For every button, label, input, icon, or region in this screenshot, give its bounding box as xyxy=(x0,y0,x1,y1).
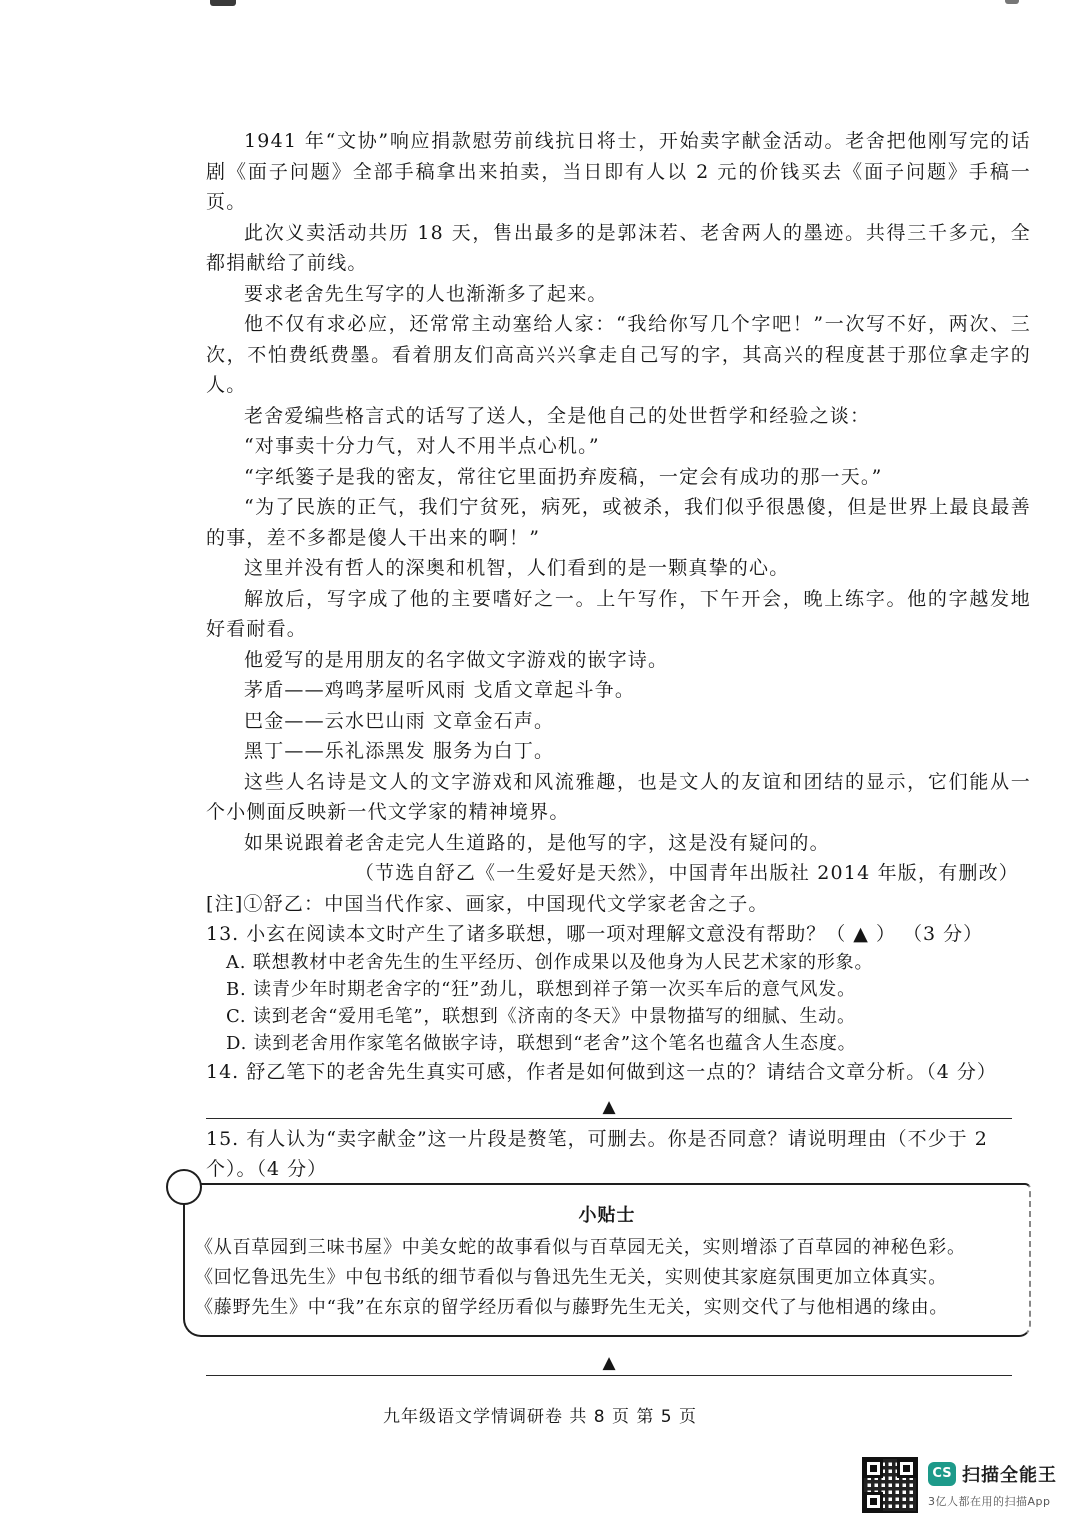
question-13: 13. 小玄在阅读本文时产生了诸多联想，哪一项对理解文意没有帮助？（ ▲ ） （3 分） xyxy=(206,923,984,945)
questions-block xyxy=(206,919,1031,1087)
watermark-app-name: 扫描全能王 xyxy=(962,1465,1057,1486)
scan-edge-mark xyxy=(210,0,236,6)
tip-item: 《藤野先生》中“我”在东京的留学经历看似与藤野先生无关，实则交代了与他相遇的缘由。 xyxy=(195,1297,949,1318)
passage-paragraph: 解放后，写字成了他的主要嗜好之一。上午写作，下午开会，晚上练字。他的字越发地好看耐看。 xyxy=(206,587,1031,640)
tips-title: 小贴士 xyxy=(578,1205,636,1226)
tip-item: 《回忆鲁迅先生》中包书纸的细节看似与鲁迅先生无关，实则使其家庭氛围更加立体真实。 xyxy=(195,1267,947,1288)
tip-item: 《从百草园到三味书屋》中美女蛇的故事看似与百草园无关，实则增添了百草园的神秘色彩。 xyxy=(195,1237,966,1258)
question-14: 14. 舒乙笔下的老舍先生真实可感，作者是如何做到这一点的？请结合文章分析。（4 分） xyxy=(206,1061,997,1083)
question-13-options xyxy=(206,949,1031,1057)
passage-paragraph: 如果说跟着老舍走完人生道路的，是他写的字，这是没有疑问的。 xyxy=(244,831,830,854)
annotation-note: [注]①舒乙：中国当代作家、画家，中国现代文学家老舍之子。 xyxy=(206,892,769,915)
option-a: A. 联想教材中老舍先生的生平经历、创作成果以及他身为人民艺术家的形象。 xyxy=(226,952,874,973)
qr-code-icon xyxy=(864,1459,916,1511)
source-citation: （节选自舒乙《一生爱好是天然》，中国青年出版社 2014 年版，有删改） xyxy=(354,862,1019,884)
question-15 xyxy=(206,1124,1026,1184)
poem-line: 黑丁——乐礼添黑发 服务为白丁。 xyxy=(244,740,555,762)
poem-line: 茅盾——鸡鸣茅屋听风雨 戈盾文章起斗争。 xyxy=(244,679,636,701)
passage-paragraph: 1941 年“文协”响应捐款慰劳前线抗日将士，开始卖字献金活动。老舍把他刚写完的话剧《面子问题》全部手稿拿出来拍卖，当日即有人以 2 元的价钱买去《面子问题》手稿一页。 xyxy=(206,130,1031,213)
page-footer: 九年级语文学情调研卷 共 8 页 第 5 页 xyxy=(382,1407,698,1427)
scan-edge-mark xyxy=(1005,0,1019,4)
passage-quote: “对事卖十分力气，对人不用半点心机。” xyxy=(244,435,600,457)
passage-quote: “为了民族的正气，我们宁贫死，病死，或被杀，我们似乎很愚傻，但是世界上最良最善的事，差不多都是傻人干出来的啊！” xyxy=(206,496,1031,549)
answer-line xyxy=(206,1097,1012,1119)
passage-paragraph: 此次义卖活动共历 18 天，售出最多的是郭沫若、老舍两人的墨迹。共得三千多元，全都捐献给了前线。 xyxy=(206,221,1031,274)
reading-passage xyxy=(206,126,1031,919)
question-15-stem: 15. 有人认为“卖字献金”这一片段是赘笔，可删去。你是否同意？请说明理由（不少于 2 个）。（4 分） xyxy=(206,1128,988,1180)
triangle-mark-icon: ▲ xyxy=(602,1353,616,1373)
option-b: B. 读青少年时期老舍字的“狂”劲儿，联想到祥子第一次买车后的意气风发。 xyxy=(226,979,856,1000)
scroll-ring-icon xyxy=(166,1169,202,1205)
passage-quote: “字纸篓子是我的密友，常往它里面扔弃废稿，一定会有成功的那一天。” xyxy=(244,465,883,488)
option-d: D. 读到老舍用作家笔名做嵌字诗，联想到“老舍”这个笔名也蕴含人生态度。 xyxy=(226,1033,857,1054)
tips-box xyxy=(183,1183,1031,1337)
passage-paragraph: 这些人名诗是文人的文字游戏和风流雅趣，也是文人的友谊和团结的显示，它们能从一个小侧面反映新一代文学家的精神境界。 xyxy=(206,770,1031,823)
passage-paragraph: 他爱写的是用朋友的名字做文字游戏的嵌字诗。 xyxy=(244,648,669,671)
passage-paragraph: 他不仅有求必应，还常常主动塞给人家：“我给你写几个字吧！”一次写不好，两次、三次，不怕费纸费墨。看着朋友们高高兴兴拿走自己写的字，其高兴的程度甚于那位拿走字的人。 xyxy=(206,313,1031,396)
watermark-tagline: 3亿人都在用的扫描App xyxy=(928,1495,1051,1508)
triangle-mark-icon: ▲ xyxy=(602,1097,616,1117)
passage-paragraph: 这里并没有哲人的深奥和机智，人们看到的是一颗真挚的心。 xyxy=(244,557,790,579)
passage-paragraph: 老舍爱编些格言式的话写了送人，全是他自己的处世哲学和经验之谈： xyxy=(244,404,871,427)
camscanner-logo-icon: CS xyxy=(928,1462,956,1486)
poem-line: 巴金——云水巴山雨 文章金石声。 xyxy=(244,709,555,732)
passage-paragraph: 要求老舍先生写字的人也渐渐多了起来。 xyxy=(244,282,608,305)
option-c: C. 读到老舍“爱用毛笔”，联想到《济南的冬天》中景物描写的细腻、生动。 xyxy=(226,1006,856,1027)
answer-line xyxy=(206,1353,1012,1376)
